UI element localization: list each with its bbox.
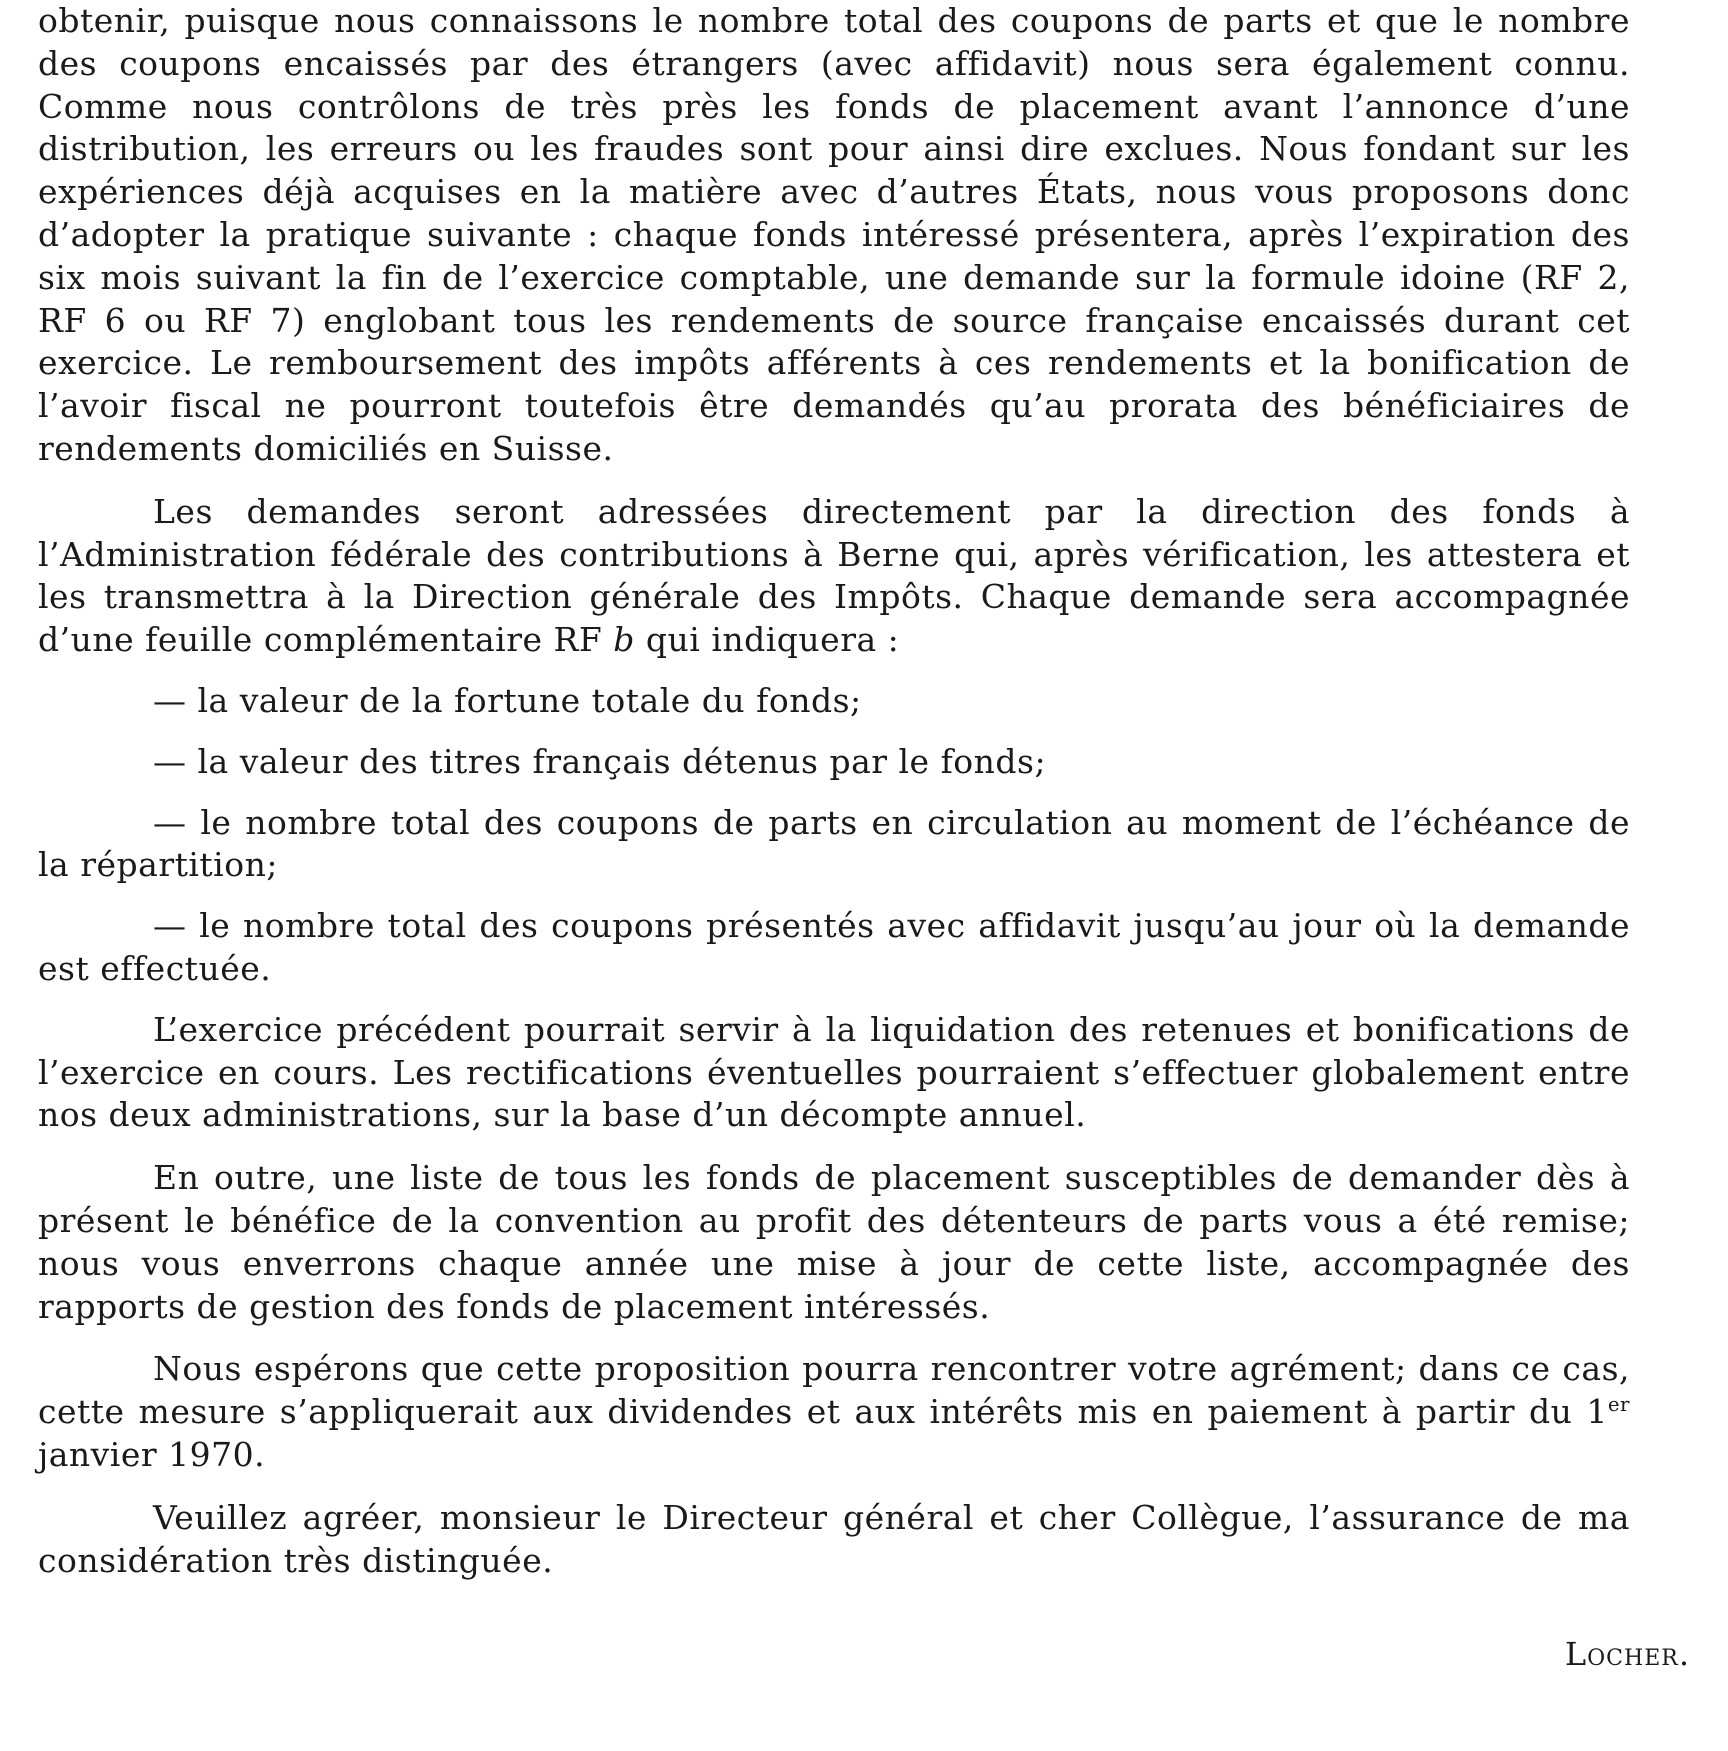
paragraph-5 [38, 1348, 1630, 1476]
paragraph-1: obtenir, puisque nous connaissons le nombre total des coupons de parts et que le nombre des coupons encaissés par des étrangers (avec affidavit) nous sera également connu. Comme nous contrôlons de très près les fonds de placement avant l’annonce d’une distribution, les erreurs ou les fraudes sont pour ainsi dire exclues. Nous fondant sur les expériences déjà acquises en la matière avec d’autres États, nous vous proposons donc d’adopter la pratique suivante : chaque fonds intéressé présentera, après l’expiration des six mois suivant la fin de l’exercice comptable, une demande sur la formule idoine (RF 2, RF 6 ou RF 7) englobant tous les rendements de source française encaissés durant cet exercice. Le remboursement des impôts afférents à ces rendements et la bonification de l’avoir fiscal ne pourront toutefois être demandés qu’au prorata des bénéficiaires de rendements domiciliés en Suisse. [38, 1, 1630, 468]
paragraph-2 [38, 491, 1630, 662]
paragraph-2-text: Les demandes seront adressées directement par la direction des fonds à l’Administration fédérale des contributions à Berne qui, après vérification, les attestera et les transmettra à la Direction générale des Impôts. Chaque demande sera accompagnée d’une feuille complémentaire RF [38, 491, 1630, 660]
list-item: — la valeur de la fortune totale du fonds; [153, 680, 862, 720]
date-rest: janvier 1970. [38, 1434, 266, 1474]
list-item: — le nombre total des coupons de parts en circulation au moment de l’échéance de la répartition; [38, 802, 1630, 885]
date-day: 1 [1586, 1392, 1608, 1432]
signature: Locher. [1564, 1635, 1690, 1673]
list-item: — la valeur des titres français détenus par le fonds; [153, 741, 1047, 781]
paragraph-4: En outre, une liste de tous les fonds de placement susceptibles de demander dès à présent le bénéfice de la convention au profit des détenteurs de parts vous a été remise; nous vous enverrons chaque année une mise à jour de cette liste, accompagnée des rapports de gestion des fonds de placement intéressés. [38, 1158, 1630, 1326]
list-item: — le nombre total des coupons présentés avec affidavit jusqu’au jour où la demande est effectuée. [38, 906, 1630, 988]
letter-page [38, 0, 1630, 1582]
paragraph-2-italic: b [613, 620, 635, 660]
closing-paragraph: Veuillez agréer, monsieur le Directeur général et cher Collègue, l’assurance de ma considération très distinguée. [38, 1497, 1630, 1580]
paragraph-5-text: Nous espérons que cette proposition pourra rencontrer votre agrément; dans ce cas, cette mesure s’appliquerait aux dividendes et aux intérêts mis en paiement à partir du [38, 1349, 1630, 1432]
paragraph-2-tail: qui indiquera : [634, 620, 900, 660]
paragraph-3: L’exercice précédent pourrait servir à la liquidation des retenues et bonifications de l’exercice en cours. Les rectifications éventuelles pourraient s’effectuer globalement entre nos deux administrations, sur la base d’un décompte annuel. [38, 1009, 1630, 1135]
date-superscript: er [1607, 1393, 1630, 1417]
